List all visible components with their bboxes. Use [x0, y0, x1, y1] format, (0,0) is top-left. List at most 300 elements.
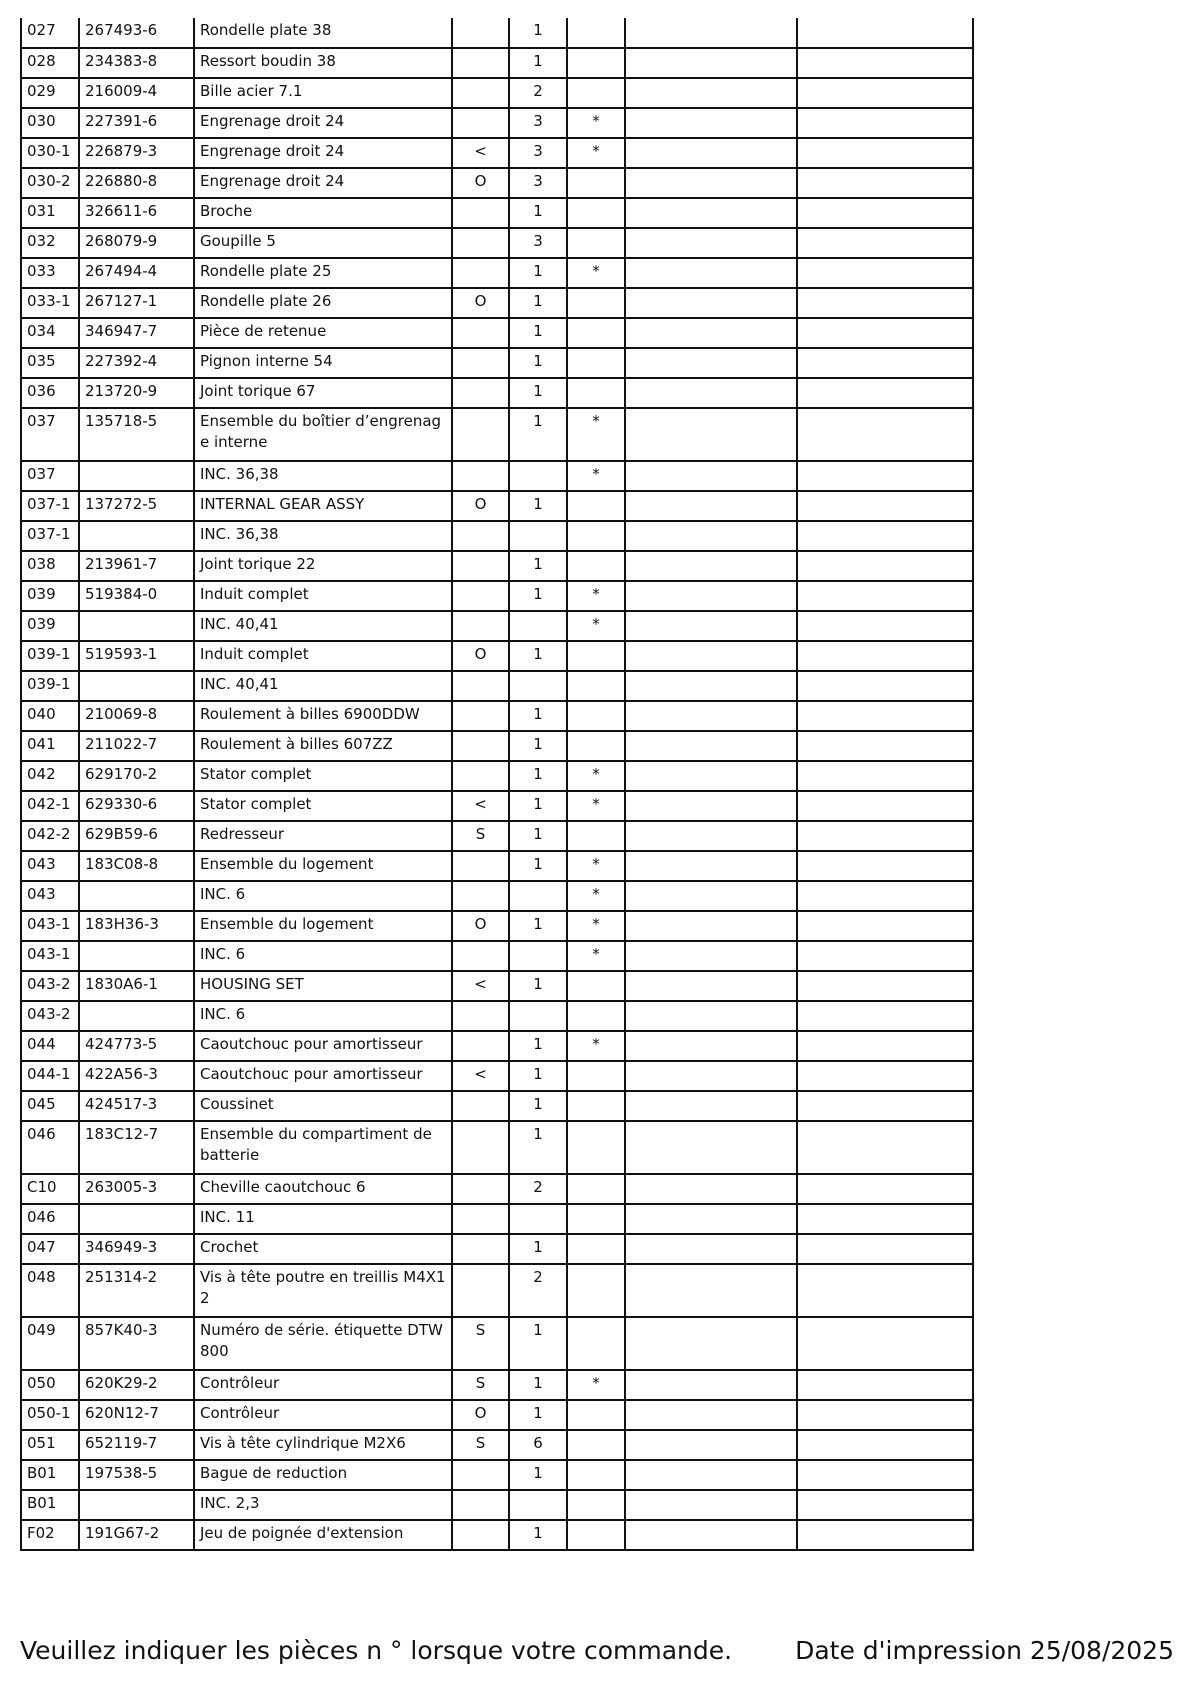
description-cell: Redresseur: [194, 821, 452, 851]
blank-cell: [797, 611, 973, 641]
part-number-cell: 424773-5: [79, 1031, 194, 1061]
quantity-cell: 1: [509, 1460, 567, 1490]
change-mark-cell: [567, 48, 625, 78]
change-mark-cell: [567, 18, 625, 48]
change-mark-cell: [567, 1061, 625, 1091]
marker-cell: [452, 1460, 509, 1490]
item-number-cell: 027: [21, 18, 79, 48]
item-number-cell: 037: [21, 461, 79, 491]
table-row: [21, 641, 973, 671]
blank-cell: [625, 288, 797, 318]
table-row: [21, 1264, 973, 1317]
marker-cell: [452, 1264, 509, 1317]
description-cell: Broche: [194, 198, 452, 228]
blank-cell: [625, 1091, 797, 1121]
blank-cell: [625, 461, 797, 491]
description-cell: Vis à tête cylindrique M2X6: [194, 1430, 452, 1460]
part-number-cell: [79, 1204, 194, 1234]
change-mark-cell: [567, 821, 625, 851]
blank-cell: [797, 1234, 973, 1264]
change-mark-cell: *: [567, 1370, 625, 1400]
part-number-cell: 519593-1: [79, 641, 194, 671]
part-number-cell: 227391-6: [79, 108, 194, 138]
item-number-cell: 035: [21, 348, 79, 378]
blank-cell: [625, 1264, 797, 1317]
quantity-cell: 1: [509, 198, 567, 228]
change-mark-cell: *: [567, 408, 625, 461]
item-number-cell: 042-2: [21, 821, 79, 851]
description-cell: INC. 11: [194, 1204, 452, 1234]
quantity-cell: 1: [509, 491, 567, 521]
blank-cell: [625, 671, 797, 701]
table-row: [21, 851, 973, 881]
table-row: [21, 521, 973, 551]
description-cell: Joint torique 67: [194, 378, 452, 408]
part-number-cell: 346947-7: [79, 318, 194, 348]
marker-cell: [452, 1121, 509, 1174]
description-cell: Cheville caoutchouc 6: [194, 1174, 452, 1204]
quantity-cell: 1: [509, 288, 567, 318]
item-number-cell: 043: [21, 881, 79, 911]
item-number-cell: 030: [21, 108, 79, 138]
table-row: [21, 1490, 973, 1520]
blank-cell: [625, 258, 797, 288]
part-number-cell: 268079-9: [79, 228, 194, 258]
quantity-cell: [509, 521, 567, 551]
marker-cell: [452, 258, 509, 288]
change-mark-cell: [567, 78, 625, 108]
change-mark-cell: *: [567, 791, 625, 821]
item-number-cell: 049: [21, 1317, 79, 1370]
description-cell: Induit complet: [194, 641, 452, 671]
blank-cell: [797, 551, 973, 581]
blank-cell: [625, 971, 797, 1001]
marker-cell: [452, 228, 509, 258]
part-number-cell: 263005-3: [79, 1174, 194, 1204]
quantity-cell: [509, 671, 567, 701]
blank-cell: [625, 408, 797, 461]
table-row: [21, 198, 973, 228]
change-mark-cell: [567, 731, 625, 761]
part-number-cell: 137272-5: [79, 491, 194, 521]
blank-cell: [797, 731, 973, 761]
part-number-cell: 267494-4: [79, 258, 194, 288]
blank-cell: [797, 671, 973, 701]
table-row: [21, 108, 973, 138]
change-mark-cell: *: [567, 761, 625, 791]
table-row: [21, 791, 973, 821]
description-cell: Engrenage droit 24: [194, 108, 452, 138]
part-number-cell: 197538-5: [79, 1460, 194, 1490]
part-number-cell: 422A56-3: [79, 1061, 194, 1091]
marker-cell: [452, 1234, 509, 1264]
part-number-cell: [79, 881, 194, 911]
change-mark-cell: [567, 971, 625, 1001]
table-row: [21, 1430, 973, 1460]
part-number-cell: 226880-8: [79, 168, 194, 198]
description-cell: INC. 36,38: [194, 521, 452, 551]
blank-cell: [625, 1430, 797, 1460]
item-number-cell: 037: [21, 408, 79, 461]
part-number-cell: 191G67-2: [79, 1520, 194, 1550]
blank-cell: [797, 491, 973, 521]
marker-cell: [452, 1091, 509, 1121]
item-number-cell: 039: [21, 611, 79, 641]
item-number-cell: 041: [21, 731, 79, 761]
marker-cell: [452, 551, 509, 581]
part-number-cell: 183H36-3: [79, 911, 194, 941]
blank-cell: [797, 318, 973, 348]
change-mark-cell: [567, 701, 625, 731]
quantity-cell: 1: [509, 1317, 567, 1370]
description-cell: Ensemble du compartiment de batterie: [194, 1121, 452, 1174]
item-number-cell: 040: [21, 701, 79, 731]
change-mark-cell: [567, 1490, 625, 1520]
part-number-cell: [79, 941, 194, 971]
item-number-cell: 044-1: [21, 1061, 79, 1091]
description-cell: Bague de reduction: [194, 1460, 452, 1490]
blank-cell: [625, 198, 797, 228]
blank-cell: [625, 1234, 797, 1264]
change-mark-cell: [567, 288, 625, 318]
quantity-cell: 1: [509, 318, 567, 348]
marker-cell: [452, 18, 509, 48]
marker-cell: S: [452, 821, 509, 851]
blank-cell: [797, 791, 973, 821]
quantity-cell: 3: [509, 168, 567, 198]
change-mark-cell: [567, 1234, 625, 1264]
table-row: [21, 761, 973, 791]
quantity-cell: [509, 941, 567, 971]
quantity-cell: 1: [509, 1031, 567, 1061]
description-cell: INC. 6: [194, 941, 452, 971]
item-number-cell: 043-1: [21, 941, 79, 971]
item-number-cell: 043-1: [21, 911, 79, 941]
blank-cell: [797, 851, 973, 881]
blank-cell: [625, 1370, 797, 1400]
description-cell: Contrôleur: [194, 1400, 452, 1430]
marker-cell: O: [452, 1400, 509, 1430]
quantity-cell: [509, 1204, 567, 1234]
quantity-cell: 1: [509, 48, 567, 78]
marker-cell: [452, 348, 509, 378]
blank-cell: [797, 1001, 973, 1031]
item-number-cell: 033: [21, 258, 79, 288]
blank-cell: [625, 611, 797, 641]
item-number-cell: F02: [21, 1520, 79, 1550]
part-number-cell: 216009-4: [79, 78, 194, 108]
change-mark-cell: *: [567, 1031, 625, 1061]
blank-cell: [797, 581, 973, 611]
marker-cell: O: [452, 641, 509, 671]
blank-cell: [625, 881, 797, 911]
change-mark-cell: *: [567, 941, 625, 971]
marker-cell: S: [452, 1430, 509, 1460]
marker-cell: <: [452, 971, 509, 1001]
item-number-cell: 038: [21, 551, 79, 581]
description-cell: INTERNAL GEAR ASSY: [194, 491, 452, 521]
blank-cell: [797, 168, 973, 198]
part-number-cell: [79, 521, 194, 551]
item-number-cell: 050: [21, 1370, 79, 1400]
blank-cell: [625, 701, 797, 731]
change-mark-cell: *: [567, 911, 625, 941]
description-cell: INC. 6: [194, 1001, 452, 1031]
item-number-cell: 051: [21, 1430, 79, 1460]
marker-cell: [452, 1174, 509, 1204]
item-number-cell: 044: [21, 1031, 79, 1061]
blank-cell: [797, 1400, 973, 1430]
part-number-cell: 251314-2: [79, 1264, 194, 1317]
table-row: [21, 491, 973, 521]
blank-cell: [797, 1430, 973, 1460]
blank-cell: [797, 971, 973, 1001]
part-number-cell: 234383-8: [79, 48, 194, 78]
quantity-cell: 1: [509, 641, 567, 671]
change-mark-cell: [567, 1121, 625, 1174]
blank-cell: [625, 1460, 797, 1490]
blank-cell: [797, 408, 973, 461]
quantity-cell: 1: [509, 1091, 567, 1121]
table-row: [21, 551, 973, 581]
blank-cell: [625, 551, 797, 581]
part-number-cell: 326611-6: [79, 198, 194, 228]
blank-cell: [797, 1460, 973, 1490]
item-number-cell: C10: [21, 1174, 79, 1204]
quantity-cell: 1: [509, 1234, 567, 1264]
marker-cell: [452, 461, 509, 491]
table-row: [21, 1091, 973, 1121]
table-row: [21, 971, 973, 1001]
blank-cell: [797, 881, 973, 911]
description-cell: Contrôleur: [194, 1370, 452, 1400]
quantity-cell: 1: [509, 1520, 567, 1550]
blank-cell: [625, 48, 797, 78]
quantity-cell: 6: [509, 1430, 567, 1460]
blank-cell: [625, 1061, 797, 1091]
quantity-cell: 1: [509, 258, 567, 288]
blank-cell: [625, 138, 797, 168]
table-row: [21, 228, 973, 258]
table-row: [21, 461, 973, 491]
description-cell: Roulement à billes 6900DDW: [194, 701, 452, 731]
marker-cell: [452, 761, 509, 791]
marker-cell: [452, 1490, 509, 1520]
description-cell: Rondelle plate 25: [194, 258, 452, 288]
description-cell: HOUSING SET: [194, 971, 452, 1001]
description-cell: Stator complet: [194, 761, 452, 791]
table-row: [21, 611, 973, 641]
item-number-cell: 036: [21, 378, 79, 408]
table-row: [21, 138, 973, 168]
table-row: [21, 78, 973, 108]
change-mark-cell: [567, 1430, 625, 1460]
table-row: [21, 1121, 973, 1174]
description-cell: Pignon interne 54: [194, 348, 452, 378]
marker-cell: [452, 1204, 509, 1234]
quantity-cell: 1: [509, 971, 567, 1001]
footer-note: Veuillez indiquer les pièces n ° lorsque votre commande.: [20, 1636, 733, 1665]
part-number-cell: 629330-6: [79, 791, 194, 821]
part-number-cell: 346949-3: [79, 1234, 194, 1264]
item-number-cell: 030-2: [21, 168, 79, 198]
change-mark-cell: [567, 1460, 625, 1490]
blank-cell: [797, 1264, 973, 1317]
description-cell: Vis à tête poutre en treillis M4X12: [194, 1264, 452, 1317]
marker-cell: [452, 108, 509, 138]
marker-cell: [452, 851, 509, 881]
description-cell: Ensemble du logement: [194, 851, 452, 881]
description-cell: Engrenage droit 24: [194, 168, 452, 198]
marker-cell: <: [452, 1061, 509, 1091]
blank-cell: [797, 1204, 973, 1234]
quantity-cell: [509, 881, 567, 911]
marker-cell: O: [452, 168, 509, 198]
description-cell: INC. 40,41: [194, 611, 452, 641]
marker-cell: [452, 521, 509, 551]
marker-cell: <: [452, 791, 509, 821]
blank-cell: [797, 761, 973, 791]
quantity-cell: 2: [509, 78, 567, 108]
change-mark-cell: [567, 1520, 625, 1550]
description-cell: Ensemble du logement: [194, 911, 452, 941]
marker-cell: [452, 671, 509, 701]
item-number-cell: 042-1: [21, 791, 79, 821]
item-number-cell: 034: [21, 318, 79, 348]
table-row: [21, 1370, 973, 1400]
blank-cell: [625, 491, 797, 521]
parts-table-body: [21, 18, 973, 1550]
quantity-cell: 1: [509, 1061, 567, 1091]
blank-cell: [797, 378, 973, 408]
blank-cell: [797, 821, 973, 851]
marker-cell: O: [452, 911, 509, 941]
description-cell: Ensemble du boîtier d’engrenage interne: [194, 408, 452, 461]
table-row: [21, 821, 973, 851]
blank-cell: [625, 521, 797, 551]
blank-cell: [797, 911, 973, 941]
description-cell: Rondelle plate 26: [194, 288, 452, 318]
blank-cell: [797, 1490, 973, 1520]
blank-cell: [625, 1317, 797, 1370]
change-mark-cell: [567, 1204, 625, 1234]
part-number-cell: 620N12-7: [79, 1400, 194, 1430]
blank-cell: [797, 18, 973, 48]
change-mark-cell: [567, 1174, 625, 1204]
table-row: [21, 408, 973, 461]
marker-cell: [452, 408, 509, 461]
table-row: [21, 1031, 973, 1061]
quantity-cell: 3: [509, 108, 567, 138]
table-row: [21, 1204, 973, 1234]
blank-cell: [625, 1001, 797, 1031]
blank-cell: [797, 941, 973, 971]
change-mark-cell: [567, 198, 625, 228]
description-cell: Crochet: [194, 1234, 452, 1264]
blank-cell: [625, 1031, 797, 1061]
description-cell: Caoutchouc pour amortisseur: [194, 1031, 452, 1061]
part-number-cell: [79, 1001, 194, 1031]
description-cell: Engrenage droit 24: [194, 138, 452, 168]
part-number-cell: 857K40-3: [79, 1317, 194, 1370]
item-number-cell: 048: [21, 1264, 79, 1317]
quantity-cell: [509, 1001, 567, 1031]
change-mark-cell: [567, 168, 625, 198]
marker-cell: [452, 1520, 509, 1550]
item-number-cell: 037-1: [21, 491, 79, 521]
quantity-cell: 1: [509, 378, 567, 408]
description-cell: Numéro de série. étiquette DTW800: [194, 1317, 452, 1370]
quantity-cell: 1: [509, 581, 567, 611]
blank-cell: [625, 581, 797, 611]
quantity-cell: [509, 611, 567, 641]
change-mark-cell: *: [567, 611, 625, 641]
blank-cell: [625, 378, 797, 408]
marker-cell: S: [452, 1370, 509, 1400]
table-row: [21, 911, 973, 941]
description-cell: Roulement à billes 607ZZ: [194, 731, 452, 761]
quantity-cell: 1: [509, 18, 567, 48]
table-row: [21, 258, 973, 288]
part-number-cell: 652119-7: [79, 1430, 194, 1460]
table-row: [21, 318, 973, 348]
table-row: [21, 48, 973, 78]
item-number-cell: 031: [21, 198, 79, 228]
change-mark-cell: [567, 378, 625, 408]
quantity-cell: 1: [509, 408, 567, 461]
description-cell: Bille acier 7.1: [194, 78, 452, 108]
item-number-cell: 029: [21, 78, 79, 108]
quantity-cell: 1: [509, 821, 567, 851]
marker-cell: <: [452, 138, 509, 168]
table-row: [21, 1400, 973, 1430]
item-number-cell: B01: [21, 1460, 79, 1490]
item-number-cell: 042: [21, 761, 79, 791]
item-number-cell: 050-1: [21, 1400, 79, 1430]
blank-cell: [625, 18, 797, 48]
quantity-cell: 2: [509, 1264, 567, 1317]
item-number-cell: 043-2: [21, 1001, 79, 1031]
table-row: [21, 581, 973, 611]
blank-cell: [625, 851, 797, 881]
description-cell: INC. 40,41: [194, 671, 452, 701]
table-row: [21, 1174, 973, 1204]
blank-cell: [625, 1174, 797, 1204]
part-number-cell: 629B59-6: [79, 821, 194, 851]
table-row: [21, 1520, 973, 1550]
table-row: [21, 1234, 973, 1264]
blank-cell: [625, 108, 797, 138]
part-number-cell: 213961-7: [79, 551, 194, 581]
description-cell: Caoutchouc pour amortisseur: [194, 1061, 452, 1091]
change-mark-cell: [567, 551, 625, 581]
change-mark-cell: [567, 1317, 625, 1370]
quantity-cell: 3: [509, 228, 567, 258]
part-number-cell: [79, 611, 194, 641]
change-mark-cell: *: [567, 108, 625, 138]
part-number-cell: 211022-7: [79, 731, 194, 761]
blank-cell: [797, 138, 973, 168]
quantity-cell: 1: [509, 731, 567, 761]
change-mark-cell: [567, 228, 625, 258]
marker-cell: [452, 701, 509, 731]
description-cell: Pièce de retenue: [194, 318, 452, 348]
marker-cell: [452, 198, 509, 228]
blank-cell: [625, 1490, 797, 1520]
blank-cell: [797, 198, 973, 228]
part-number-cell: [79, 671, 194, 701]
description-cell: INC. 2,3: [194, 1490, 452, 1520]
